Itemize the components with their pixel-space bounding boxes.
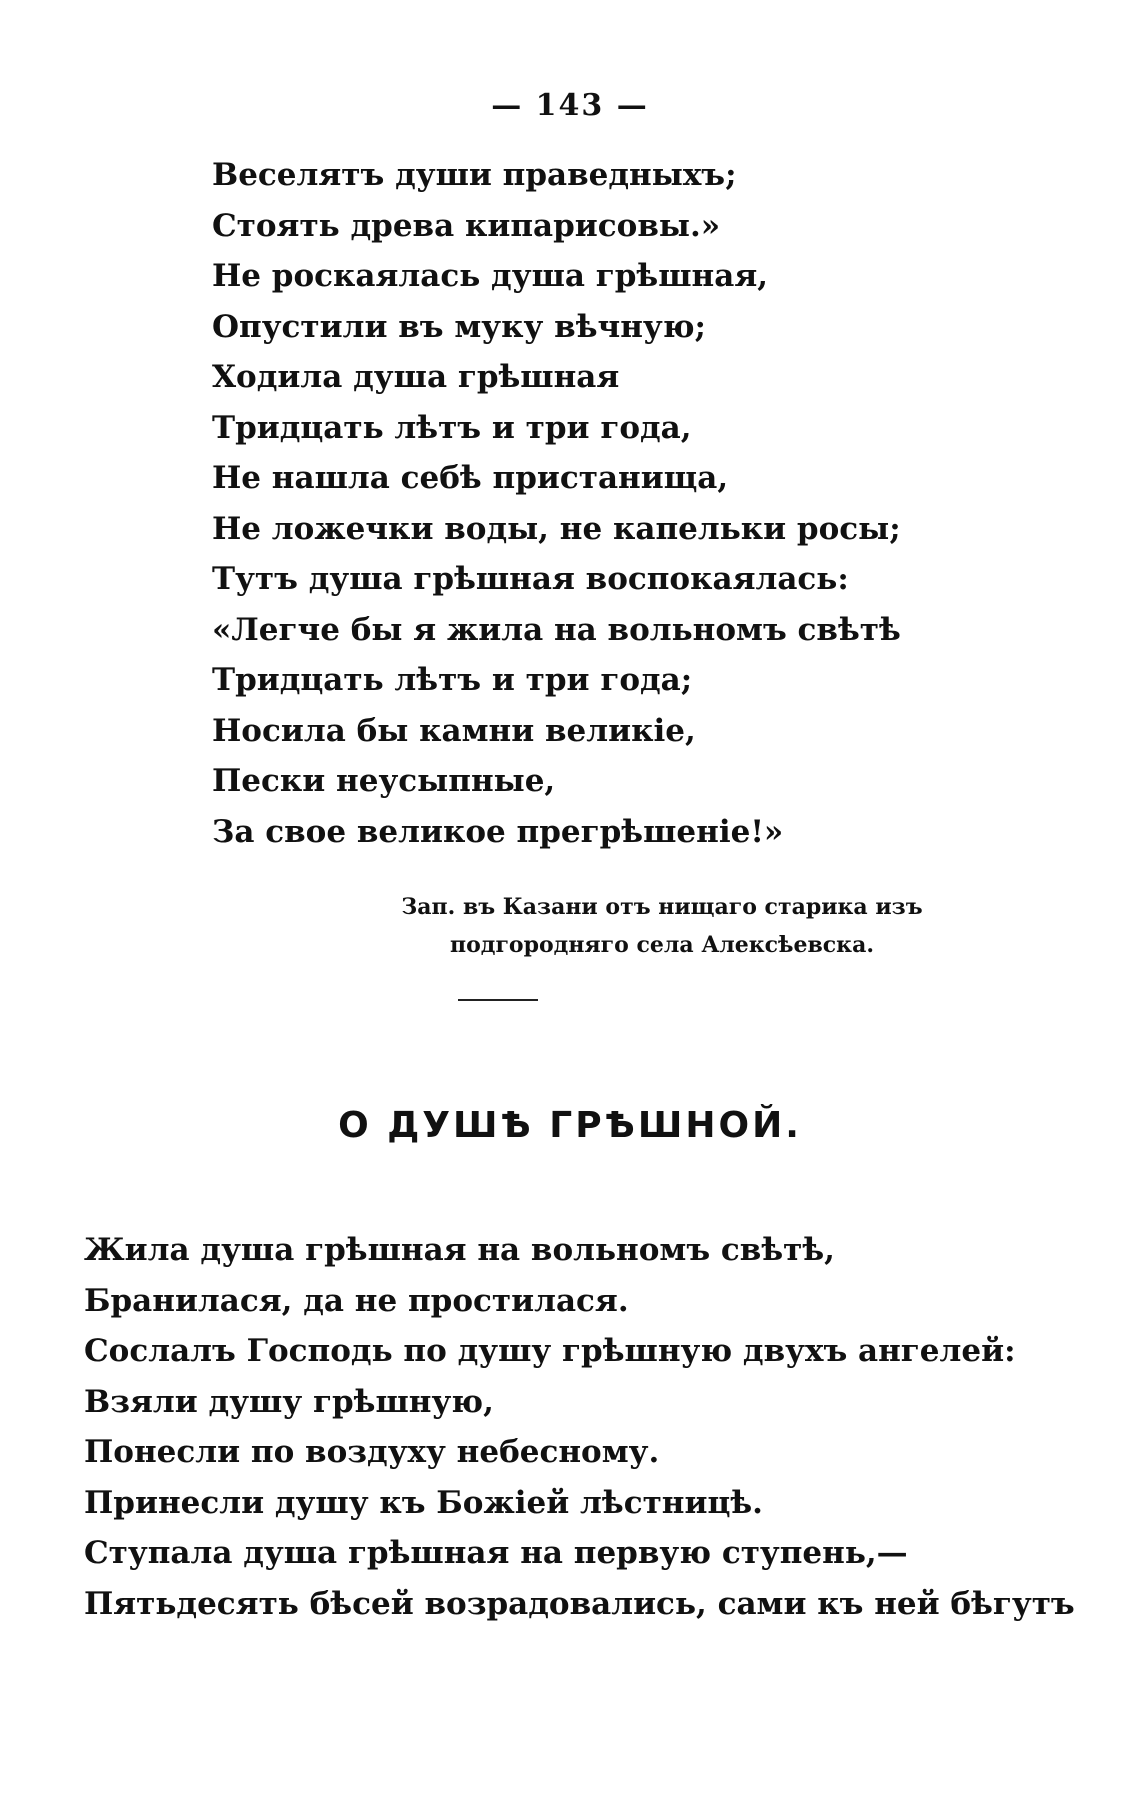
poem-line: Не нашла себѣ пристанища,: [212, 460, 729, 496]
poem-line: Тридцать лѣтъ и три года;: [212, 662, 693, 698]
poem-line: Тридцать лѣтъ и три года,: [212, 409, 692, 446]
poem-line: Жила душа грѣшная на вольномъ свѣтѣ,: [84, 1232, 835, 1268]
poem-line: «Легче бы я жила на вольномъ свѣтѣ: [212, 611, 901, 648]
poem-line: За свое великое прегрѣшеніе!»: [212, 813, 784, 850]
poem-line: Веселятъ души праведныхъ;: [212, 157, 737, 193]
poem-line: Тутъ душа грѣшная воспокаялась:: [212, 561, 849, 597]
poem-line: Не роскаялась душа грѣшная,: [212, 258, 769, 294]
poem-new: [84, 1225, 1075, 1629]
poem-line: Взяли душу грѣшную,: [84, 1383, 494, 1420]
poem-line: Стоять древа кипарисовы.»: [212, 207, 721, 244]
section-divider: [458, 999, 538, 1001]
attribution-line: подгородняго села Алексѣевска.: [450, 932, 874, 958]
section-title: О ДУШѢ ГРѢШНОЙ.: [338, 1105, 802, 1146]
poem-line: Понесли по воздуху небесному.: [84, 1434, 660, 1470]
poem-line: Опустили въ муку вѣчную;: [212, 308, 706, 345]
poem-line: Ходила душа грѣшная: [212, 359, 620, 395]
poem-line: Сослалъ Господь по душу грѣшную двухъ ангелей:: [84, 1333, 1016, 1369]
poem-line: Ступала душа грѣшная на первую ступень,—: [84, 1535, 908, 1571]
poem-line: Пятьдесять бѣсей возрадовались, сами къ ней бѣгутъ: [84, 1585, 1075, 1622]
poem-line: Не ложечки воды, не капельки росы;: [212, 510, 901, 547]
poem-line: Носила бы камни великіе,: [212, 712, 696, 749]
attribution-line: Зап. въ Казани отъ нищаго старика изъ: [401, 894, 923, 920]
poem-continuation: [212, 150, 901, 857]
page-number: — 143 —: [491, 88, 649, 123]
poem-line: Бранилася, да не простилася.: [84, 1282, 629, 1319]
source-attribution: [392, 888, 932, 964]
poem-line: Принесли душу къ Божіей лѣстницѣ.: [84, 1484, 763, 1521]
poem-line: Пески неусыпные,: [212, 763, 556, 799]
